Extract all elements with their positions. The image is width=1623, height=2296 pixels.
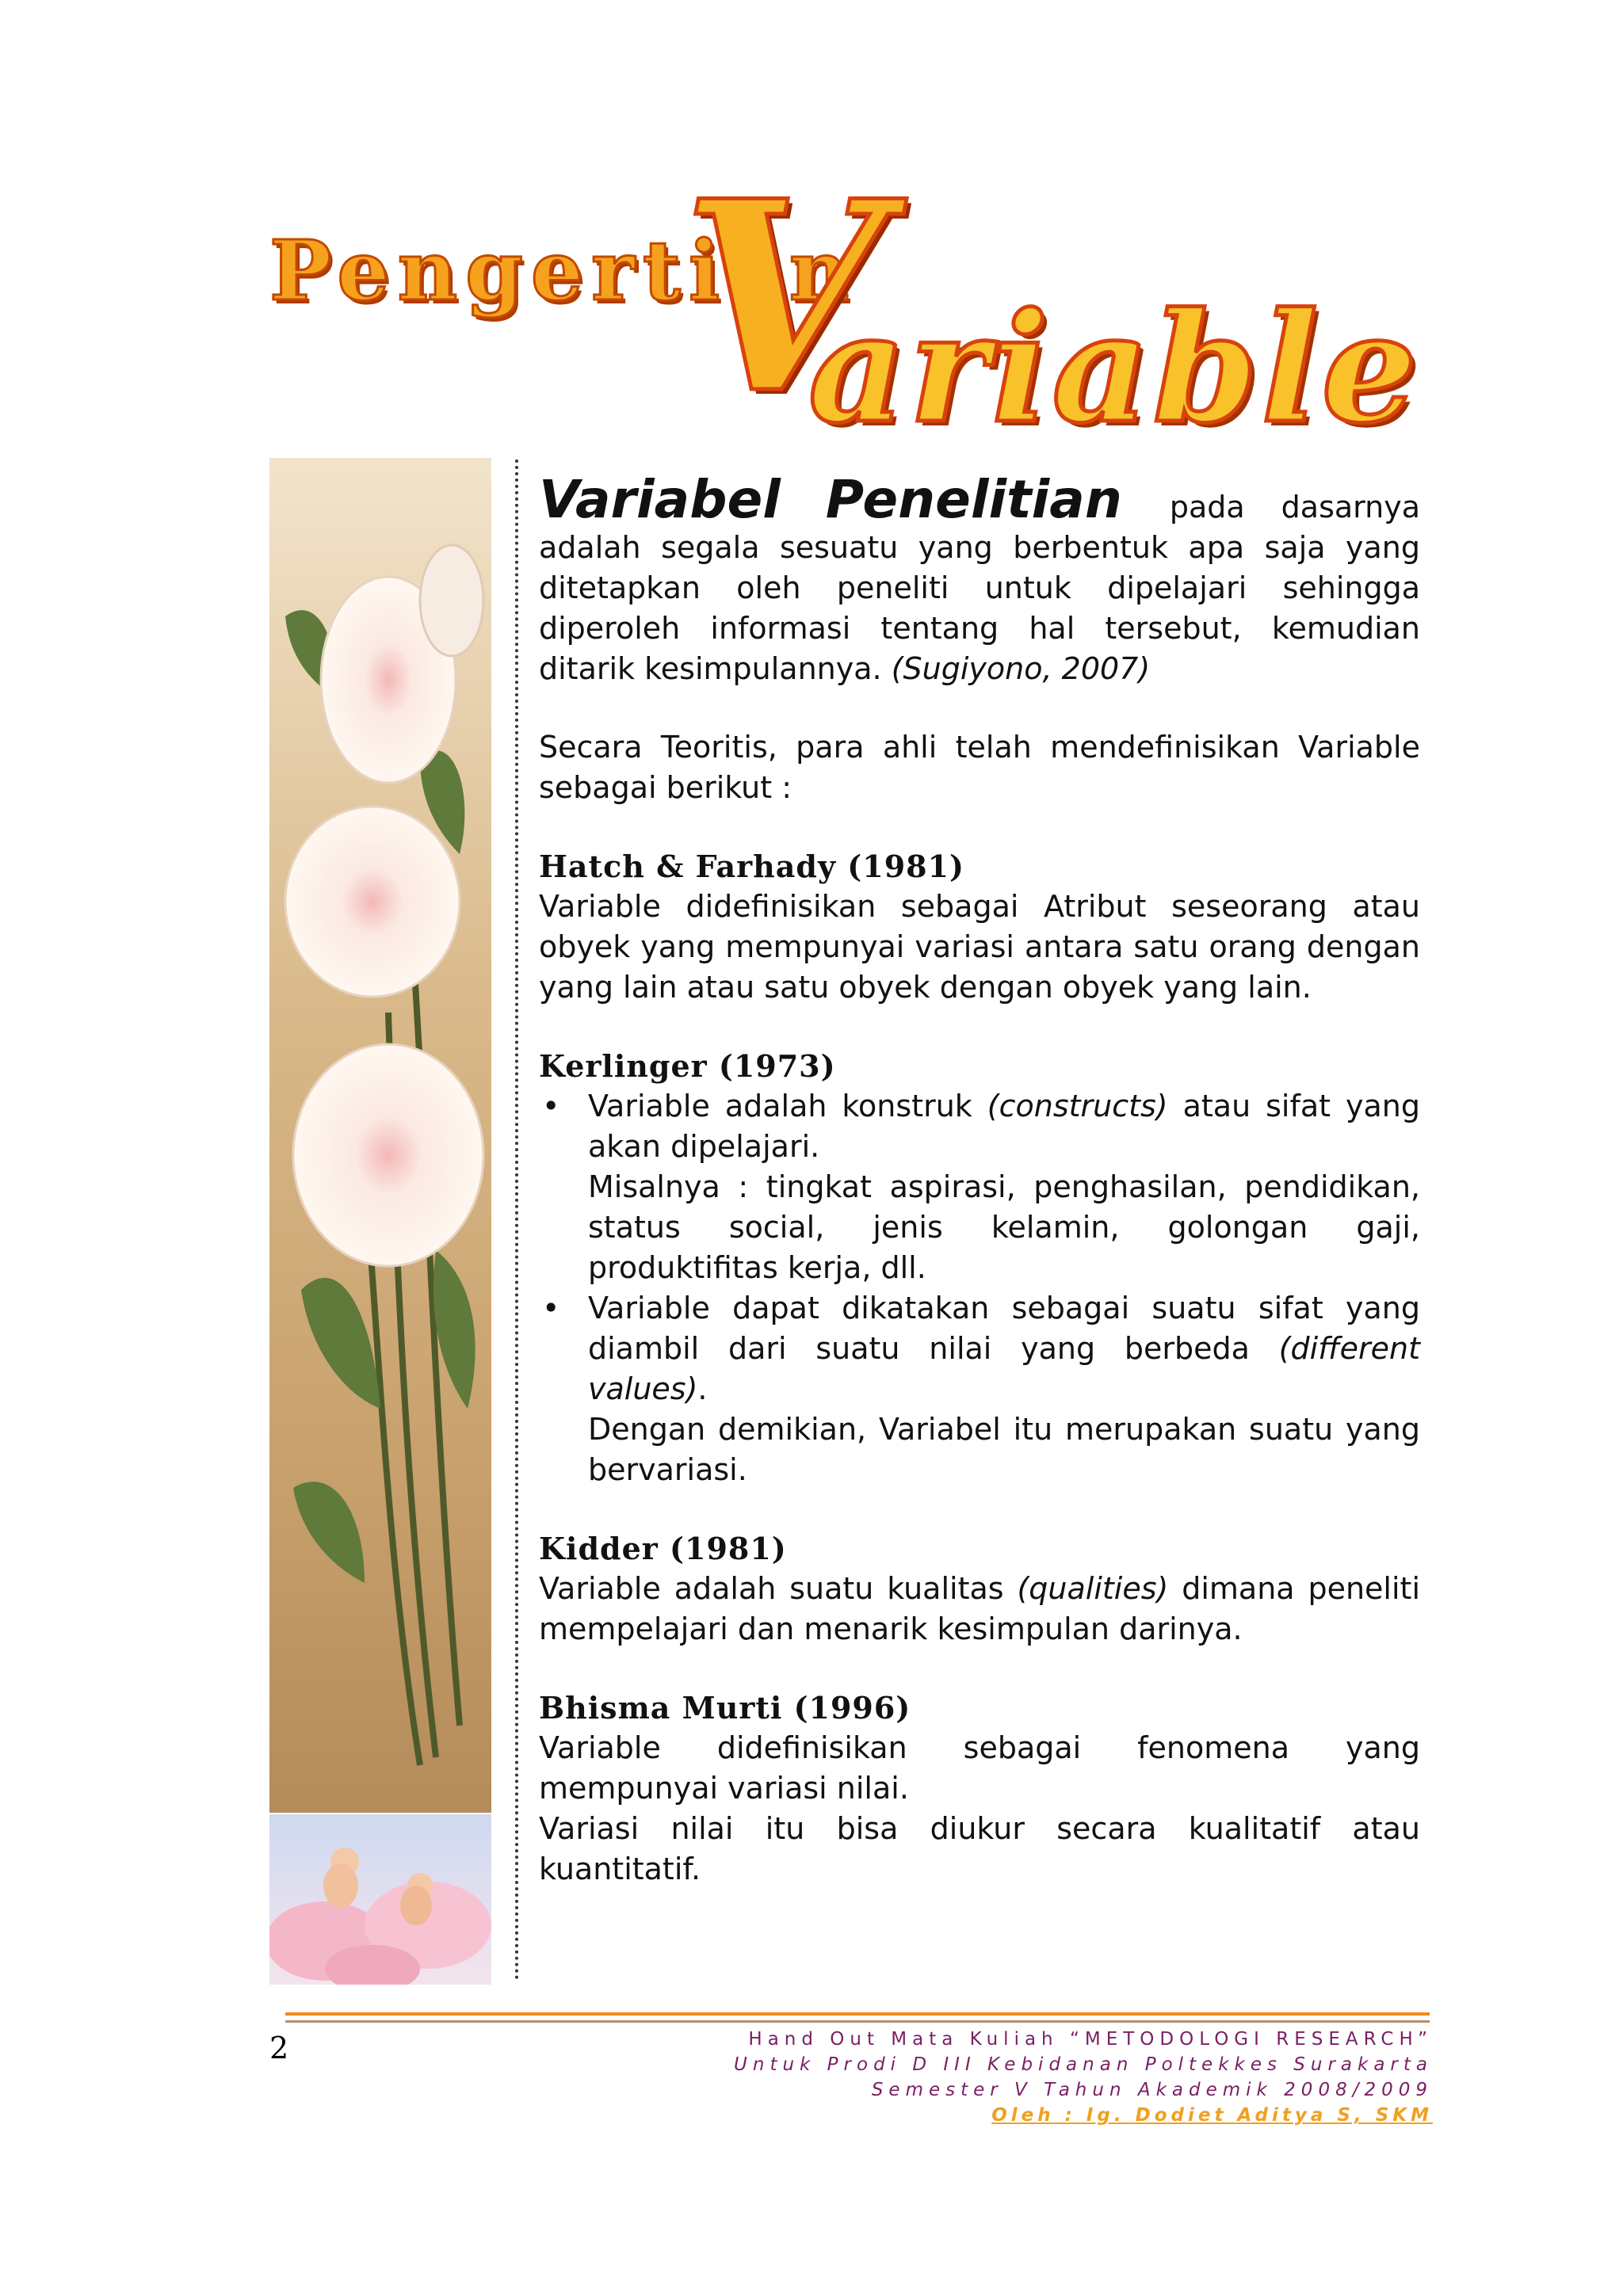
kerlinger-b1-text-end: atau sifat yang akan dipelajari. [588, 1089, 1420, 1164]
page-number: 2 [269, 2031, 289, 2065]
title-initial-v: V [682, 143, 885, 451]
footer-author: Oleh : Ig. Dodiet Aditya S, SKM [991, 2105, 1433, 2126]
section-title-kerlinger: Kerlinger (1973) [539, 1048, 836, 1084]
section-title-hatch: Hatch & Farhady (1981) [539, 849, 965, 884]
section-title-kidder: Kidder (1981) [539, 1531, 787, 1566]
dotted-divider [515, 460, 518, 1981]
footer-semester: Semester V Tahun Akademik 2008/2009 [871, 2080, 1433, 2100]
section-text-kidder [539, 1569, 1420, 1650]
main-content [539, 469, 1420, 1890]
kerlinger-b1-term: (constructs) [987, 1089, 1168, 1123]
title-art [238, 143, 1421, 491]
footer-program: Untuk Prodi D III Kebidanan Poltekkes Surakarta [734, 2054, 1433, 2075]
kerlinger-b2-text-end: . [697, 1371, 708, 1406]
kerlinger-b2-term: (different values) [588, 1331, 1420, 1406]
bullet-icon: • [542, 1291, 560, 1325]
footer-credits [734, 2027, 1433, 2128]
section-text-hatch: Variable didefinisikan sebagai Atribut seseorang atau obyek yang mempunyai variasi antara satu orang dengan yang lain atau satu obyek dengan obyek yang lain. [539, 889, 1420, 1005]
title-word-variable: ariable [808, 280, 1421, 456]
intro-text: pada dasarnya adalah segala sesuatu yang berbentuk apa saja yang ditetapkan oleh peneliti untuk dipelajari sehingga diperoleh informasi tentang hal tersebut, kemudian ditarik kesimpulannya. [539, 490, 1420, 686]
kerlinger-b1-text: Variable adalah konstruk [588, 1089, 972, 1123]
title-word-pengertian: Pengertian [269, 222, 857, 319]
theory-paragraph: Secara Teoritis, para ahli telah mendefinisikan Variable sebagai berikut : [539, 730, 1420, 805]
roses-illustration [269, 458, 491, 1813]
cherub-illustration [269, 1814, 491, 1985]
kerlinger-b2-conclusion: Dengan demikian, Variabel itu merupakan suatu yang bervariasi. [588, 1412, 1420, 1487]
intro-citation: (Sugiyono, 2007) [891, 651, 1151, 686]
bullet-icon: • [542, 1089, 560, 1123]
kidder-term: (qualities) [1017, 1571, 1169, 1606]
list-item [539, 1086, 1420, 1288]
footer-course: Hand Out Mata Kuliah “METODOLOGI RESEARCH” [748, 2029, 1433, 2050]
section-text-bhisma-2: Variasi nilai itu bisa diukur secara kualitatif atau kuantitatif. [539, 1811, 1420, 1886]
kerlinger-b2-text: Variable dapat dikatakan sebagai suatu sifat yang diambil dari suatu nilai yang berbeda [588, 1291, 1420, 1366]
lead-term: Variabel Penelitian [539, 469, 1122, 530]
kerlinger-list [539, 1086, 1420, 1490]
list-item [539, 1288, 1420, 1490]
kerlinger-b1-example: Misalnya : tingkat aspirasi, penghasilan, pendidikan, status social, jenis kelamin, golongan gaji, produktifitas kerja, dll. [588, 1169, 1420, 1285]
kidder-text-end: dimana peneliti mempelajari dan menarik kesimpulan darinya. [539, 1571, 1420, 1646]
footer-rule [285, 2012, 1430, 2023]
intro-paragraph [539, 469, 1420, 689]
section-text-bhisma-1: Variable didefinisikan sebagai fenomena yang mempunyai variasi nilai. [539, 1730, 1420, 1806]
kidder-text: Variable adalah suatu kualitas [539, 1571, 1004, 1606]
section-title-bhisma: Bhisma Murti (1996) [539, 1690, 911, 1726]
